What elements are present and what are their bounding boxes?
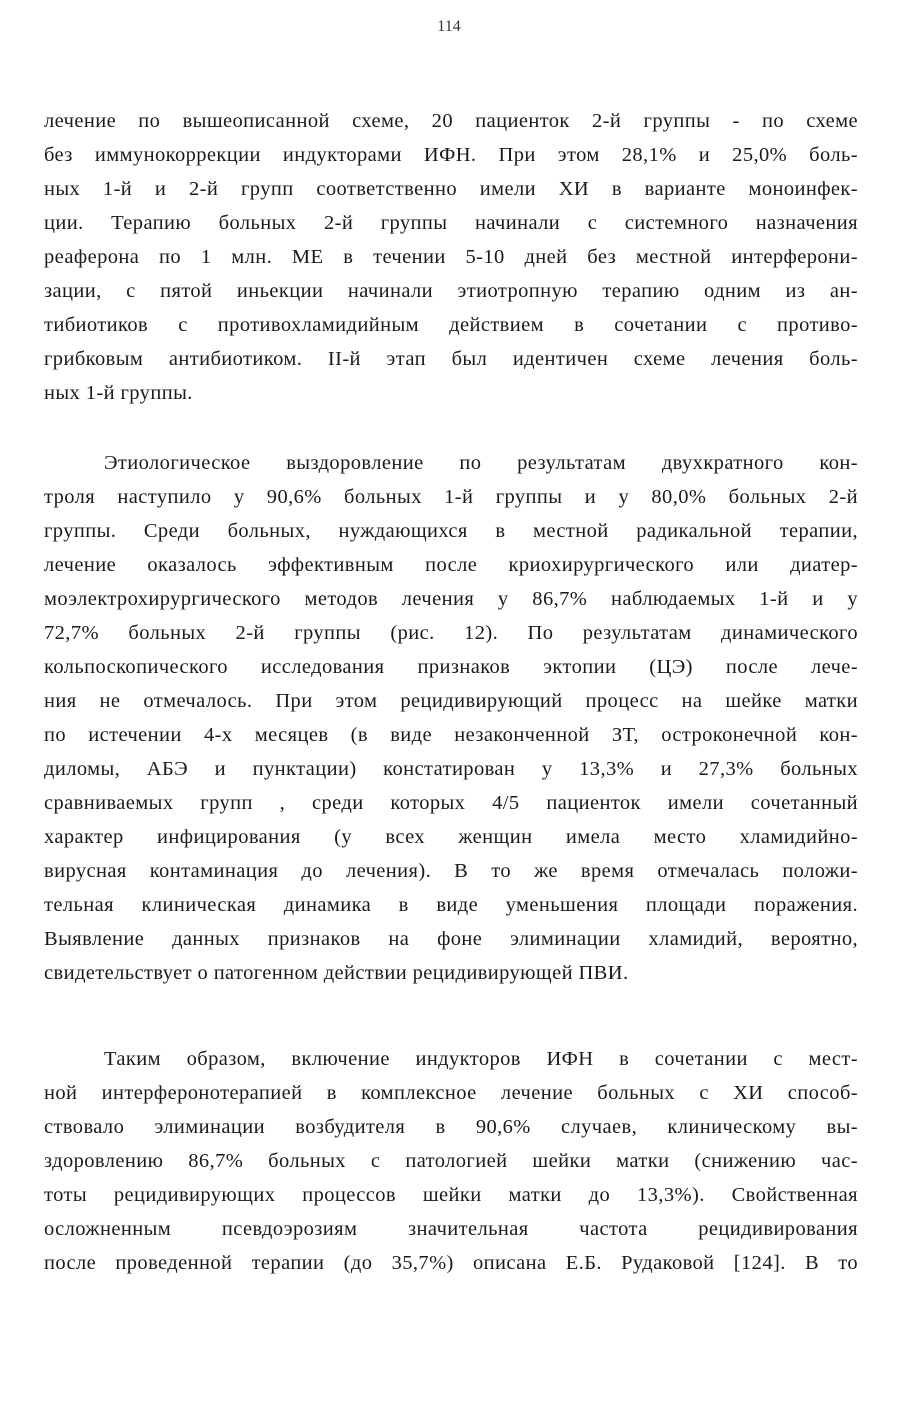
text-line: по истечении 4-х месяцев (в виде незаконченной ЗТ, остроконечной кон- [44,724,858,746]
text-line: 72,7% больных 2-й группы (рис. 12). По результатам динамического [44,622,858,644]
text-line: здоровлению 86,7% больных с патологией шейки матки (снижению час- [44,1150,858,1172]
text-line: кольпоскопического исследования признаков эктопии (ЦЭ) после лече- [44,656,858,678]
text-line: тоты рецидивирующих процессов шейки матки до 13,3%). Свойственная [44,1184,858,1206]
text-line: Выявление данных признаков на фоне элиминации хламидий, вероятно, [44,928,858,950]
text-line: зации, с пятой иньекции начинали этиотропную терапию одним из ан- [44,280,858,302]
text-line: Этиологическое выздоровление по результатам двухкратного кон- [104,452,858,474]
text-line: Таким образом, включение индукторов ИФН в сочетании с мест- [104,1048,858,1070]
text-line: диломы, АБЭ и пунктации) констатирован у 13,3% и 27,3% больных [44,758,858,780]
text-line: после проведенной терапии (до 35,7%) описана Е.Б. Рудаковой [124]. В то [44,1252,858,1274]
text-line: осложненным псевдоэрозиям значительная частота рецидивирования [44,1218,858,1240]
text-line: тельная клиническая динамика в виде уменьшения площади поражения. [44,894,858,916]
text-line: группы. Среди больных, нуждающихся в местной радикальной терапии, [44,520,858,542]
text-line: грибковым антибиотиком. II-й этап был идентичен схеме лечения боль- [44,348,858,370]
text-line: реаферона по 1 млн. МЕ в течении 5-10 дней без местной интерферони- [44,246,858,268]
text-line: ции. Терапию больных 2-й группы начинали с системного назначения [44,212,858,234]
text-line: ных 1-й группы. [44,382,193,404]
text-line: без иммунокоррекции индукторами ИФН. При этом 28,1% и 25,0% боль- [44,144,858,166]
text-line: ных 1-й и 2-й групп соответственно имели ХИ в варианте моноинфек- [44,178,858,200]
text-line: характер инфицирования (у всех женщин имела место хламидийно- [44,826,858,848]
paragraph-1 [44,104,858,410]
paragraph-3 [44,1042,858,1280]
paragraph-2 [44,446,858,990]
text-line: вирусная контаминация до лечения). В то же время отмечалась положи- [44,860,858,882]
text-line: моэлектрохирургического методов лечения у 86,7% наблюдаемых 1-й и у [44,588,858,610]
text-line: ной интерферонотерапией в комплексное лечение больных с ХИ способ- [44,1082,858,1104]
text-line: лечение оказалось эффективным после криохирургического или диатер- [44,554,858,576]
text-line: тибиотиков с противохламидийным действием в сочетании с противо- [44,314,858,336]
text-line: лечение по вышеописанной схеме, 20 пациенток 2-й группы - по схеме [44,110,858,132]
text-line: троля наступило у 90,6% больных 1-й группы и у 80,0% больных 2-й [44,486,858,508]
text-line: сравниваемых групп , среди которых 4/5 пациенток имели сочетанный [44,792,858,814]
page-number: 114 [437,18,461,35]
text-line: ствовало элиминации возбудителя в 90,6% случаев, клиническому вы- [44,1116,858,1138]
text-line: ния не отмечалось. При этом рецидивирующий процесс на шейке матки [44,690,858,712]
text-line: свидетельствует о патогенном действии рецидивирующей ПВИ. [44,962,629,984]
